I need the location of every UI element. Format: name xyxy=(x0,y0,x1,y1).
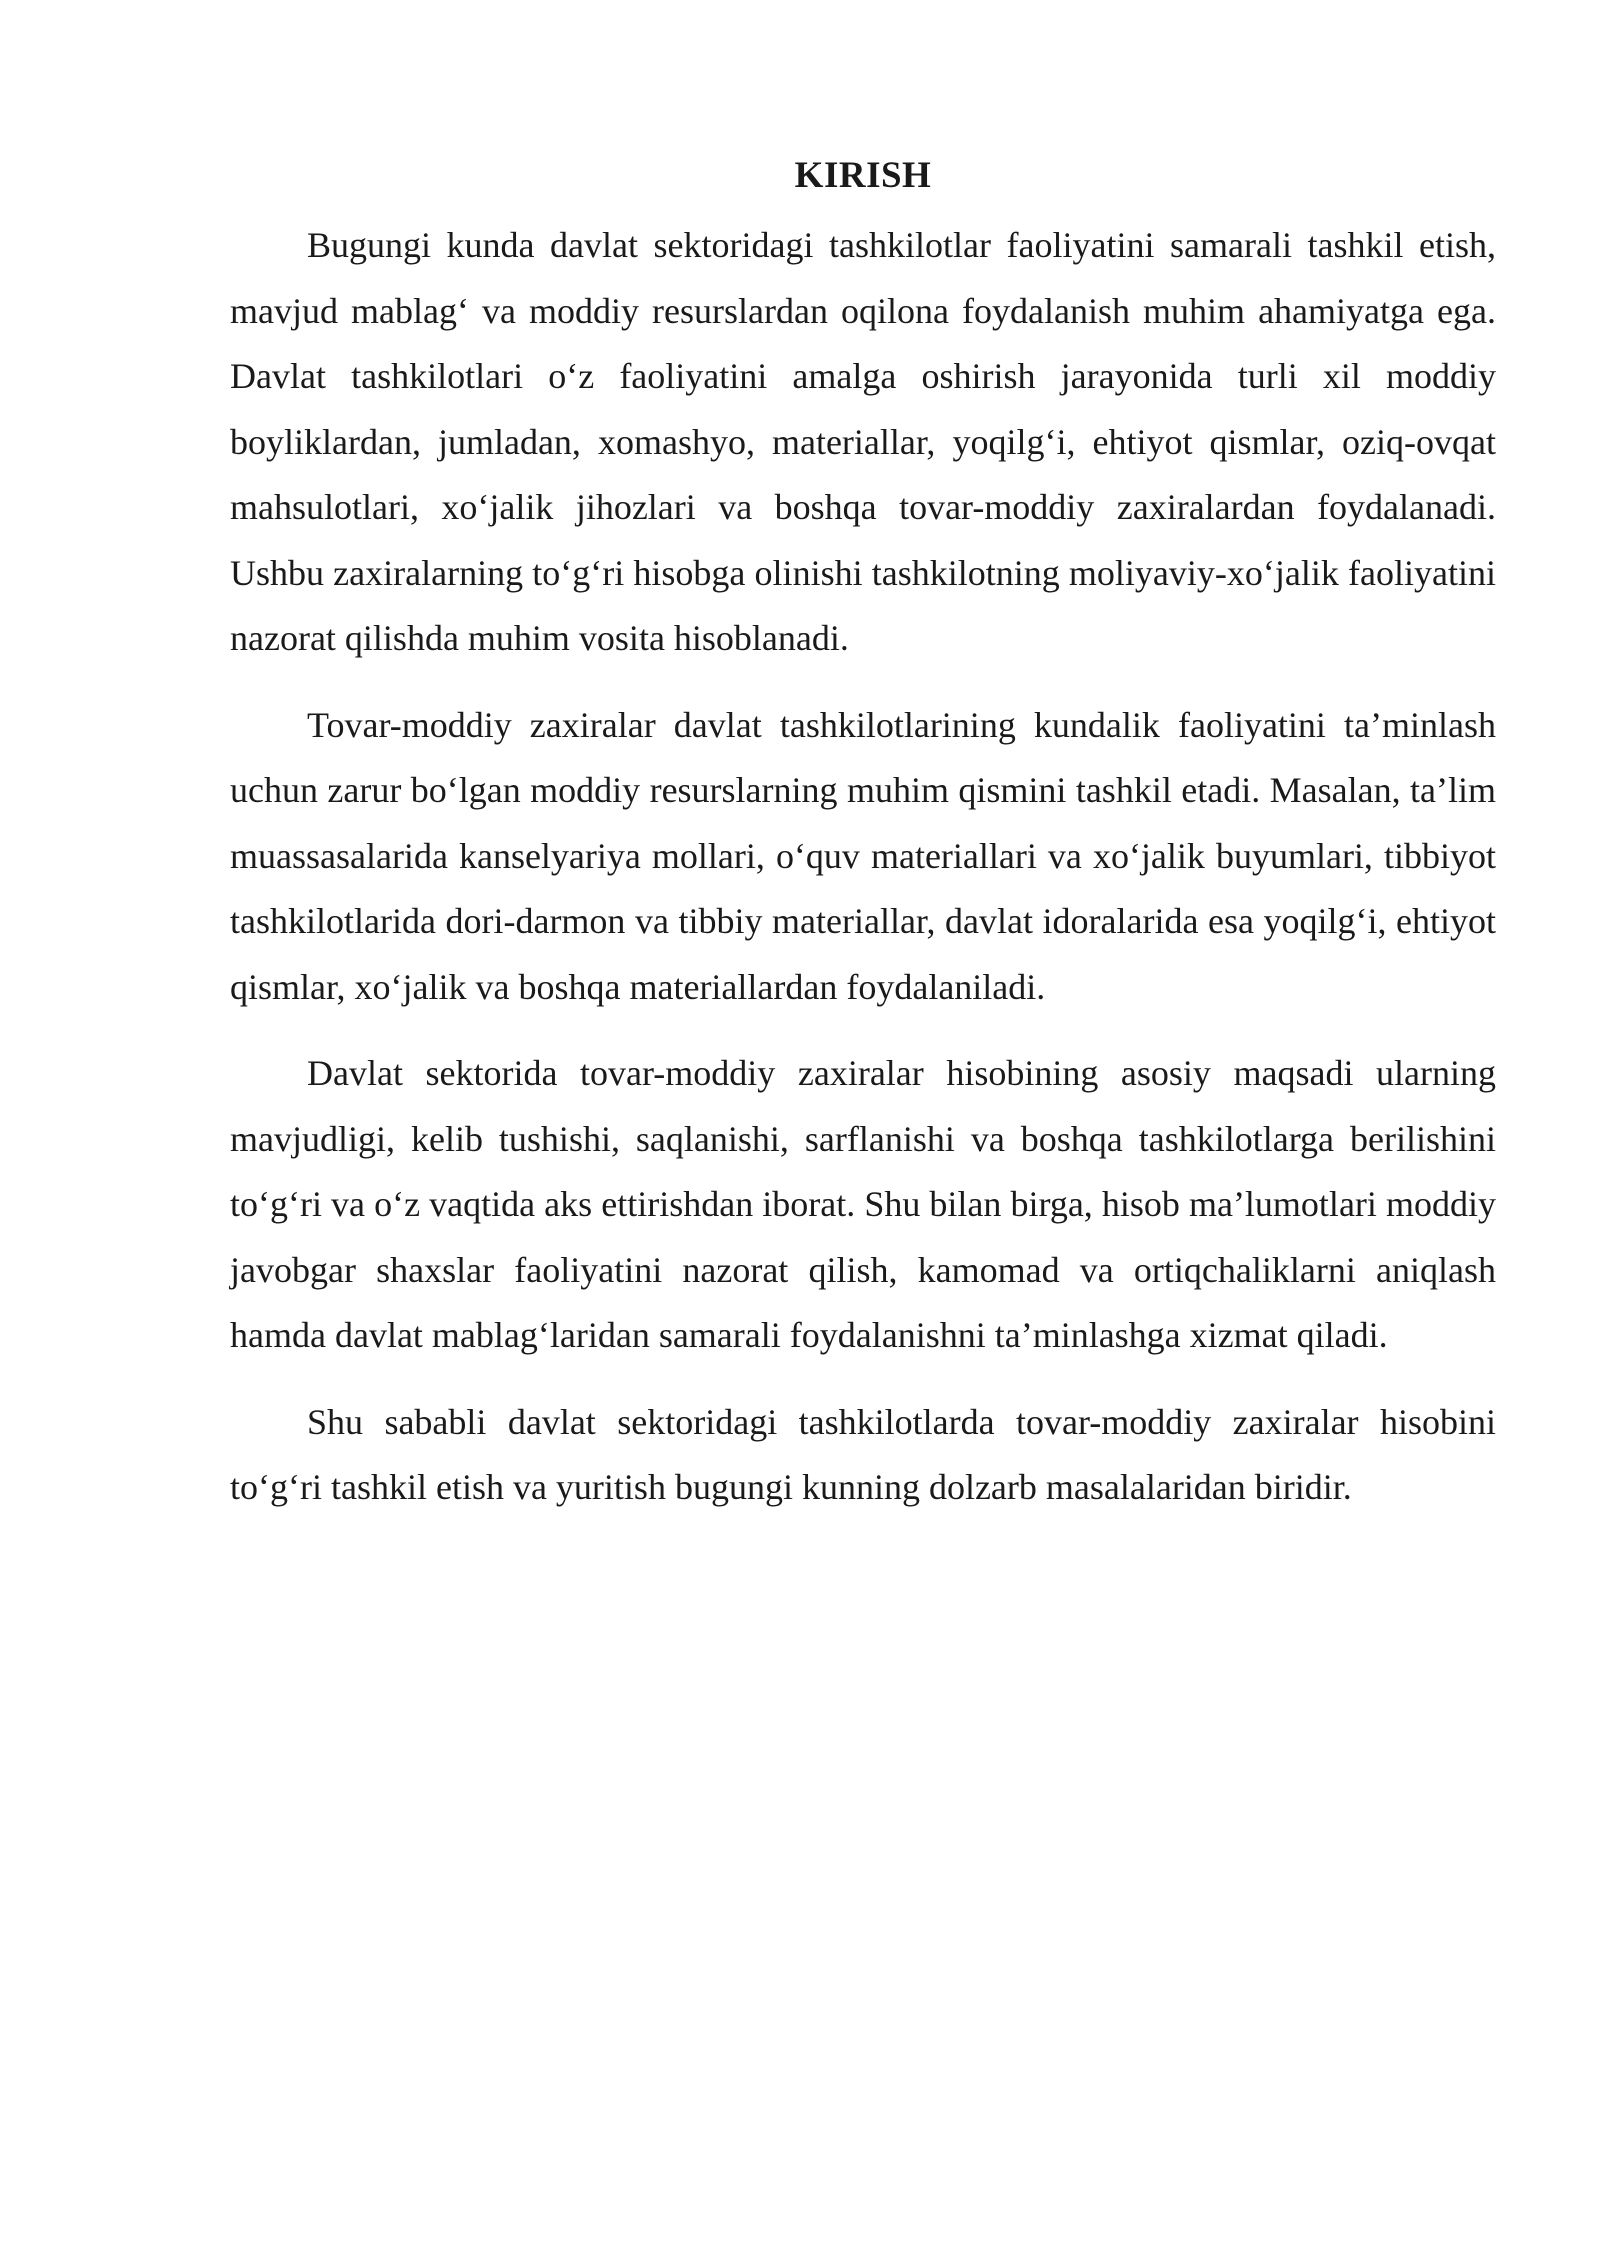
paragraph-3: Davlat sektorida tovar-moddiy zaxiralar hisobining asosiy maqsadi ularning mavjudligi, kelib tushishi, saqlanishi, sarflanishi va boshqa tashkilotlarga berilishini to‘g‘ri va o‘z vaqtida aks ettirishdan iborat. Shu bilan birga, hisob ma’lumotlari moddiy javobgar shaxslar faoliyatini nazorat qilish, kamomad va ortiqchaliklarni aniqlash hamda davlat mablag‘laridan samarali foydalanishni ta’minlashga xizmat qiladi. xyxy=(230,1053,1496,1355)
document-body xyxy=(230,150,1496,1542)
paragraph-4: Shu sababli davlat sektoridagi tashkilotlarda tovar-moddiy zaxiralar hisobini to‘g‘ri tashkil etish va yuritish bugungi kunning dolzarb masalalaridan biridir. xyxy=(230,1401,1496,1507)
paragraph-2: Tovar-moddiy zaxiralar davlat tashkilotlarining kundalik faoliyatini ta’minlash uchun zarur bo‘lgan moddiy resurslarning muhim qismini tashkil etadi. Masalan, ta’lim muassasalarida kanselyariya mollari, o‘quv materiallari va xo‘jalik buyumlari, tibbiyot tashkilotlarida dori-darmon va tibbiy materiallar, davlat idoralarida esa yoqilg‘i, ehtiyot qismlar, xo‘jalik va boshqa materiallardan foydalaniladi. xyxy=(230,704,1496,1007)
page-title: KIRISH xyxy=(794,155,932,196)
paragraph-1: Bugungi kunda davlat sektoridagi tashkilotlar faoliyatini samarali tashkil etish, mavjud mablag‘ va moddiy resurslardan oqilona foydalanish muhim ahamiyatga ega. Davlat tashkilotlari o‘z faoliyatini amalga oshirish jarayonida turli xil moddiy boyliklardan, jumladan, xomashyo, materiallar, yoqilg‘i, ehtiyot qismlar, oziq-ovqat mahsulotlari, xo‘jalik jihozlari va boshqa tovar-moddiy zaxiralardan foydalanadi. Ushbu zaxiralarning to‘g‘ri hisobga olinishi tashkilotning moliyaviy-xo‘jalik faoliyatini nazorat qilishda muhim vosita hisoblanadi. xyxy=(230,225,1496,658)
